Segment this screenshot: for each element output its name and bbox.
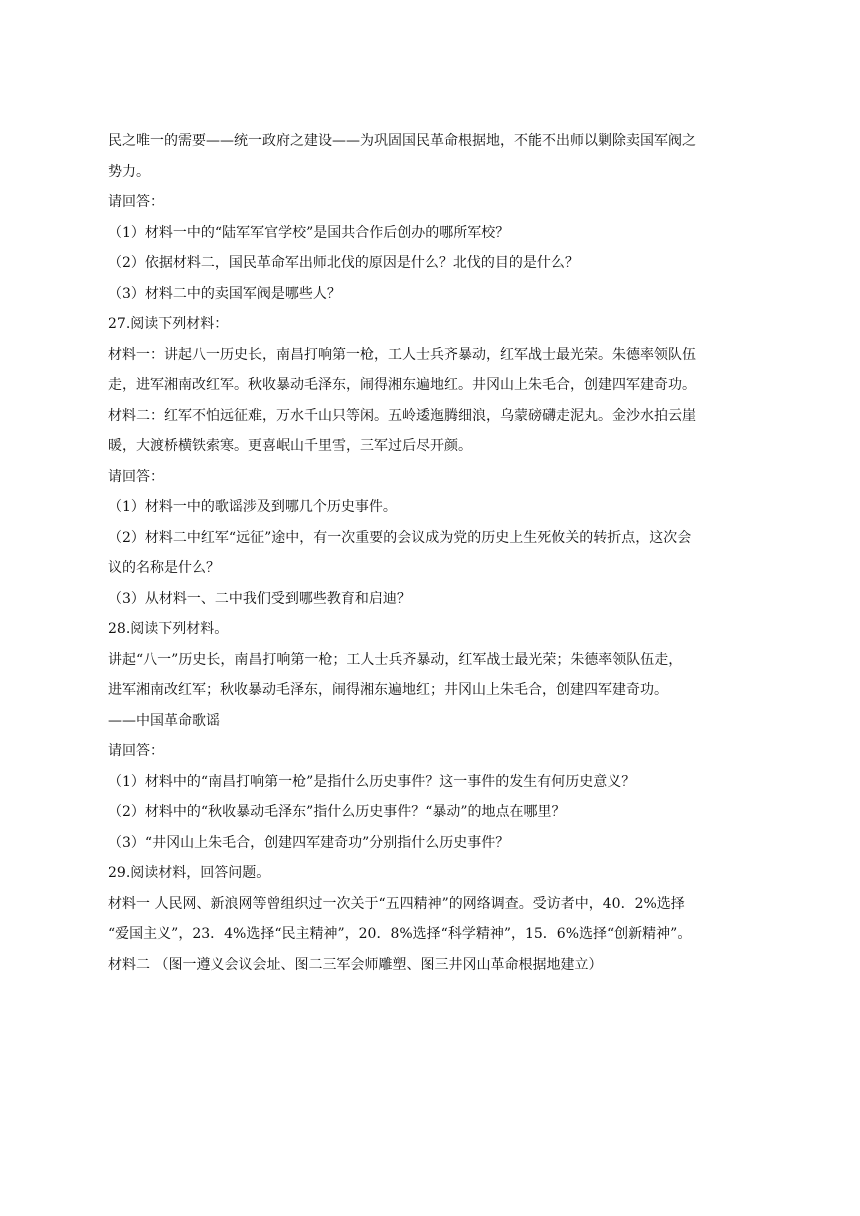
question-heading: 29.阅读材料，回答问题。 <box>108 865 271 881</box>
material-line: 材料一：讲起八一历史长，南昌打响第一枪，工人士兵齐暴动，红军战士最光荣。朱德率领队伍 <box>108 346 696 363</box>
material-line: 暖，大渡桥横铁索寒。更喜岷山千里雪，三军过后尽开颜。 <box>108 438 472 454</box>
document-page <box>108 126 764 980</box>
text-line: 势力。 <box>108 163 150 180</box>
question-line: 议的名称是什么？ <box>108 560 220 576</box>
question-heading: 27.阅读下列材料： <box>108 316 229 332</box>
question-line: （2）材料中的“秋收暴动毛泽东”指什么历史事件？“暴动”的地点在哪里？ <box>108 804 566 820</box>
question-line: （3）材料二中的卖国军阀是哪些人？ <box>108 285 341 302</box>
material-line: 材料一 人民网、新浪网等曾组织过一次关于“五四精神”的网络调查。受访者中，40．2%选择 <box>108 895 685 912</box>
prompt-line: 请回答： <box>108 743 164 759</box>
question-line: （2）依据材料二，国民革命军出师北伐的原因是什么？北伐的目的是什么？ <box>108 255 579 271</box>
text-line: 民之唯一的需要——统一政府之建设——为巩固国民革命根据地，不能不出师以剿除卖国军阀之 <box>108 133 696 149</box>
question-heading: 28.阅读下列材料。 <box>108 621 229 637</box>
question-line: （1）材料一中的歌谣涉及到哪几个历史事件。 <box>108 499 397 515</box>
material-line: 进军湘南改红军；秋收暴动毛泽东，闹得湘东遍地红；井冈山上朱毛合，创建四军建奇功。 <box>108 682 668 698</box>
material-line: 材料二 （图一遵义会议会址、图二三军会师雕塑、图三井冈山革命根据地建立） <box>108 956 603 973</box>
source-line: ——中国革命歌谣 <box>108 712 220 729</box>
prompt-line: 请回答： <box>108 468 164 485</box>
prompt-line: 请回答： <box>108 194 164 210</box>
question-line: （2）材料二中红军“远征”途中，有一次重要的会议成为党的历史上生死攸关的转折点，这次会 <box>108 529 692 546</box>
material-line: “爱国主义”，23．4%选择“民主精神”，20．8%选择“科学精神”，15．6%选择“创新精神”。 <box>108 926 692 942</box>
material-line: 走，进军湘南改红军。秋收暴动毛泽东，闹得湘东遍地红。井冈山上朱毛合，创建四军建奇功。 <box>108 377 696 393</box>
question-line: （1）材料中的“南昌打响第一枪”是指什么历史事件？这一事件的发生有何历史意义？ <box>108 773 636 790</box>
question-line: （1）材料一中的“陆军军官学校”是国共合作后创办的哪所军校？ <box>108 224 510 241</box>
material-line: 材料二：红军不怕远征难，万水千山只等闲。五岭逶迤腾细浪，乌蒙磅礴走泥丸。金沙水拍云崖 <box>108 407 696 424</box>
question-line: （3）“井冈山上朱毛合，创建四军建奇功”分别指什么历史事件？ <box>108 834 510 851</box>
question-line: （3）从材料一、二中我们受到哪些教育和启迪？ <box>108 590 411 607</box>
material-line: 讲起“八一”历史长，南昌打响第一枪；工人士兵齐暴动，红军战士最光荣；朱德率领队伍走， <box>108 651 683 668</box>
